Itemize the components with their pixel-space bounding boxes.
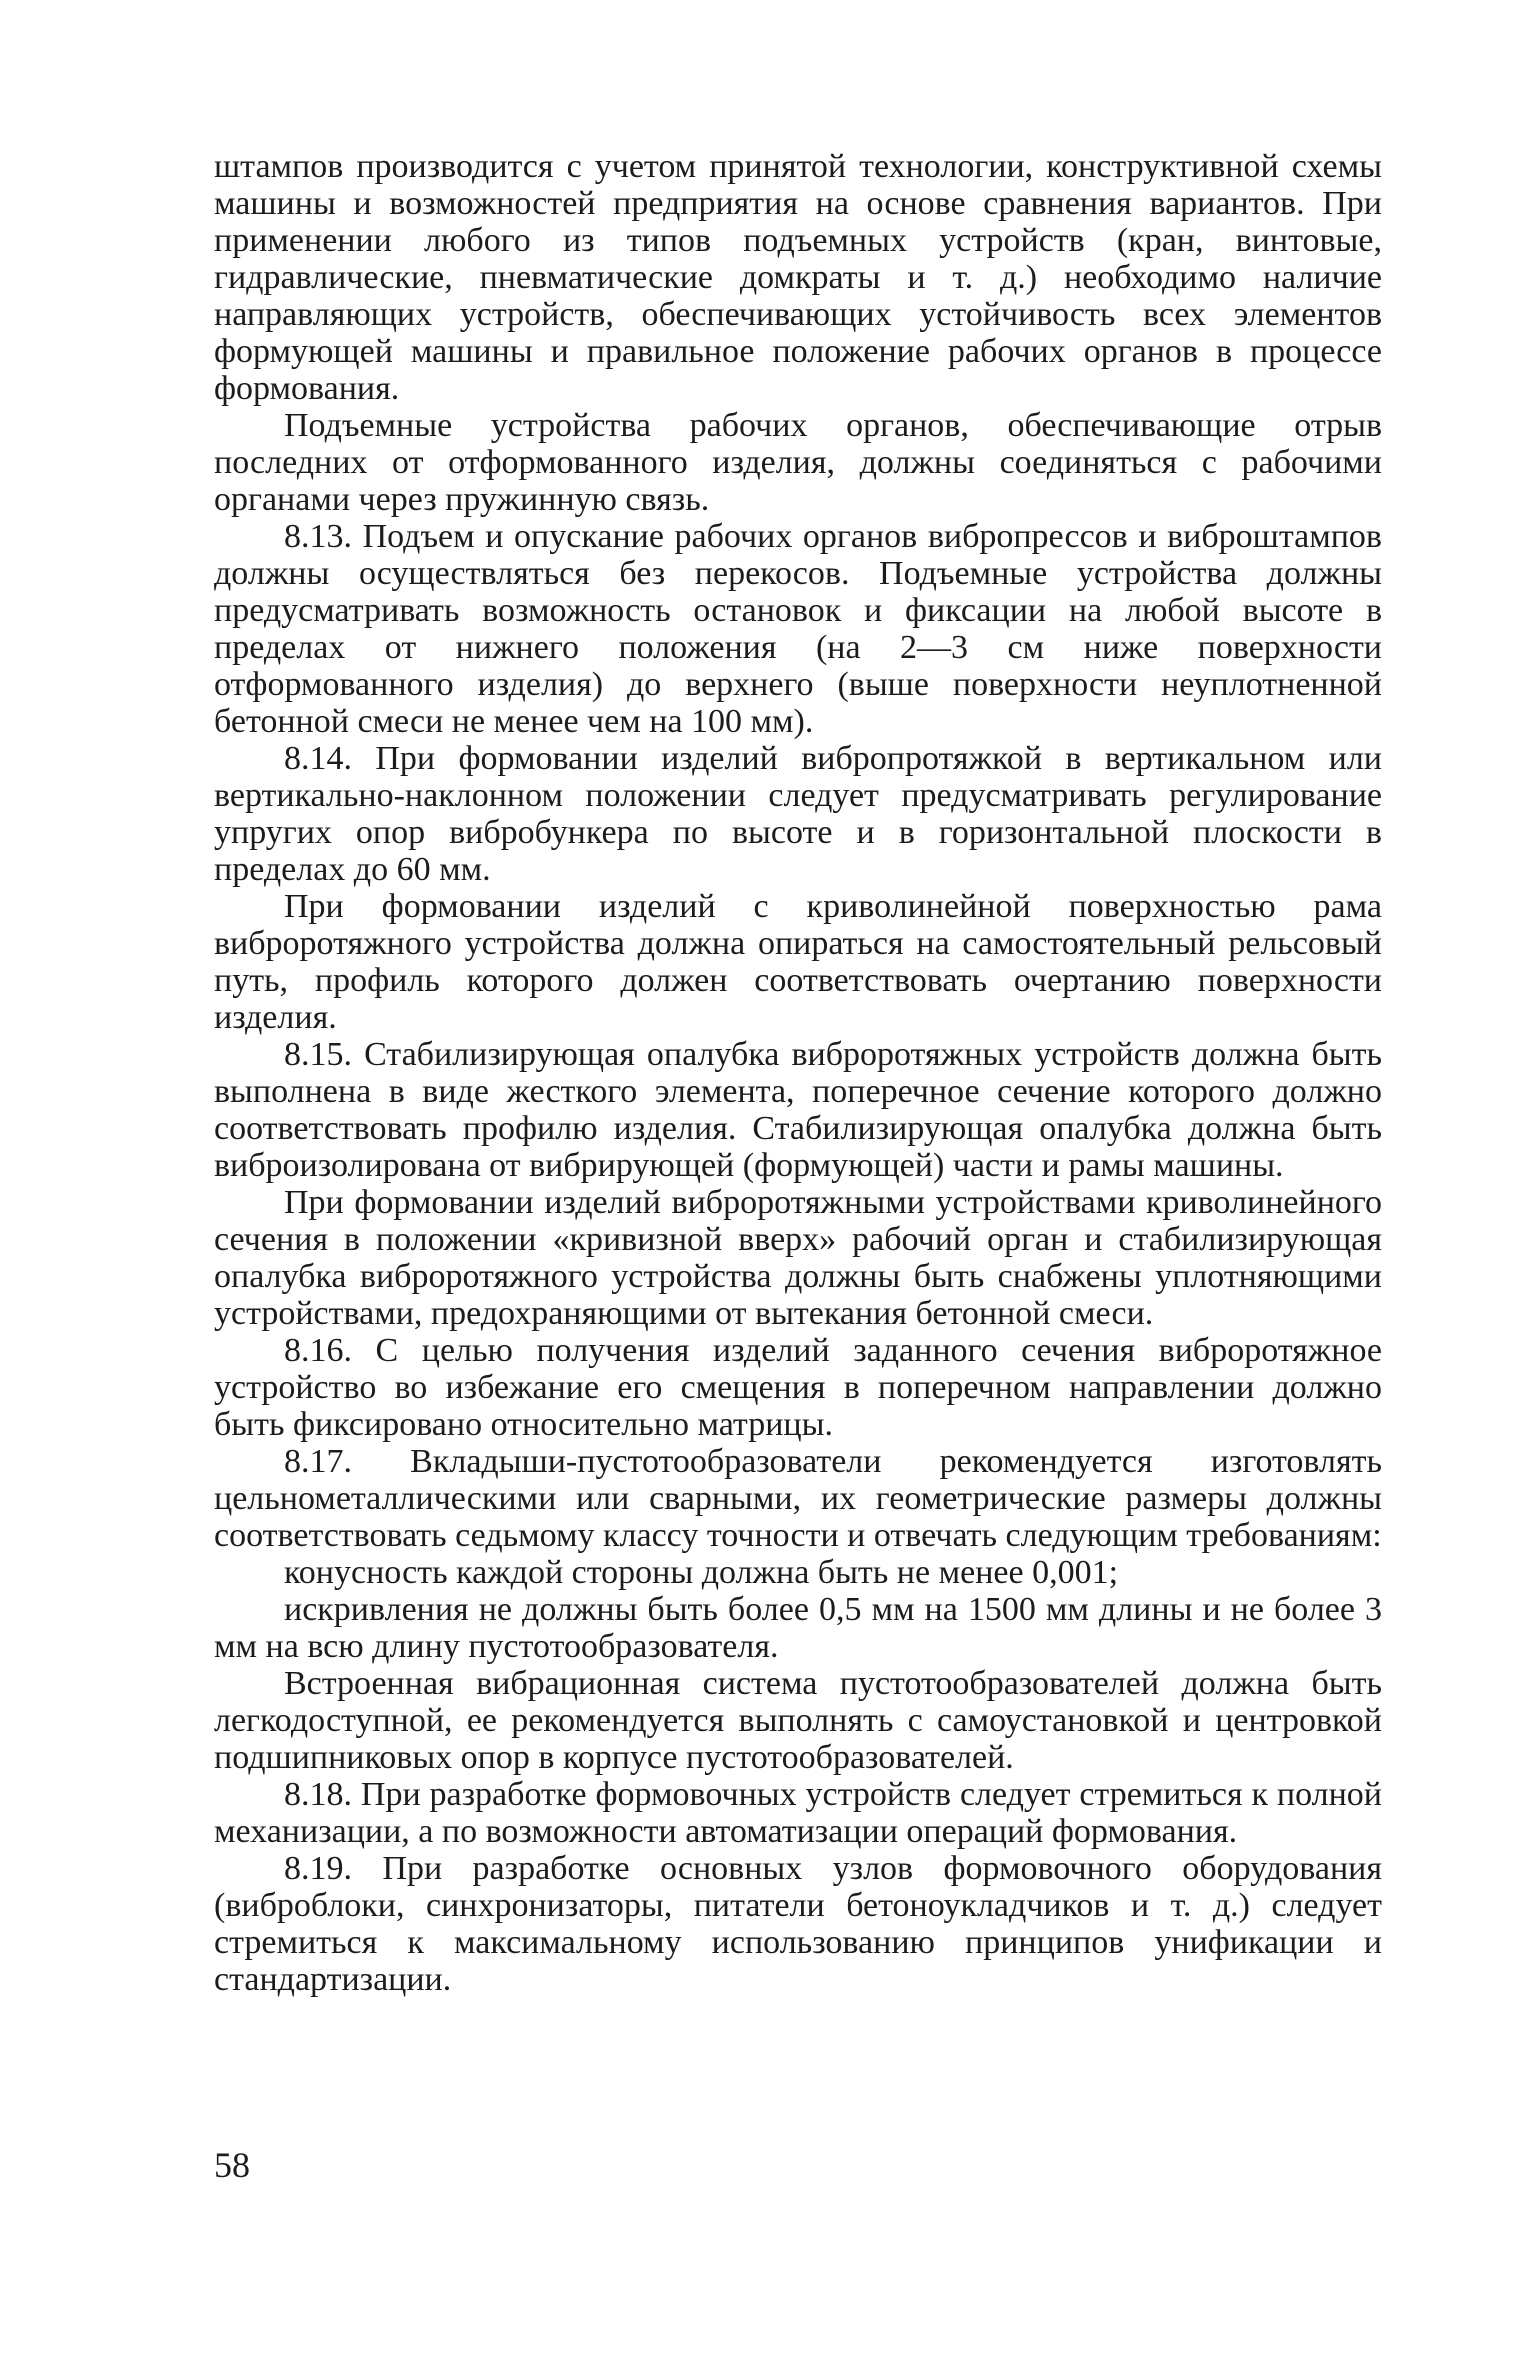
page-body [214, 148, 1382, 1998]
paragraph-8-14: 8.14. При формовании изделий вибропротяжкой в вертикальном или вертикально-наклонном положении следует предусматривать регулирование упругих опор вибробункера по высоте и в горизонтальной плоскости в пределах до 60 мм. [214, 740, 1382, 888]
paragraph-10: конусность каждой стороны должна быть не менее 0,001; [284, 1554, 1119, 1591]
paragraph-8-17: 8.17. Вкладыши-пустотообразователи рекомендуется изготовлять цельнометаллическими или сварными, их геометрические размеры должны соответствовать седьмому классу точности и отвечать следующим требованиям: [214, 1443, 1382, 1554]
paragraph-2: Подъемные устройства рабочих органов, обеспечивающие отрыв последних от отформованного изделия, должны соединяться с рабочими органами через пружинную связь. [214, 407, 1382, 518]
paragraph-12: Встроенная вибрационная система пустотообразователей должна быть легкодоступной, ее рекомендуется выполнять с самоустановкой и центровкой подшипниковых опор в корпусе пустотообразователей. [214, 1665, 1382, 1776]
paragraph-1: штампов производится с учетом принятой технологии, конструктивной схемы машины и возможностей предприятия на основе сравнения вариантов. При применении любого из типов подъемных устройств (кран, винтовые, гидравлические, пневматические домкраты и т. д.) необходимо наличие направляющих устройств, обеспечивающих устойчивость всех элементов формующей машины и правильное положение рабочих органов в процессе формования. [214, 148, 1382, 407]
paragraph-7: При формовании изделий виброротяжными устройствами криволинейного сечения в положении «кривизной вверх» рабочий орган и стабилизирующая опалубка виброротяжного устройства должны быть снабжены уплотняющими устройствами, предохраняющими от вытекания бетонной смеси. [214, 1184, 1382, 1332]
paragraph-8-18: 8.18. При разработке формовочных устройств следует стремиться к полной механизации, а по возможности автоматизации операций формования. [214, 1776, 1382, 1850]
page-number: 58 [214, 2145, 250, 2185]
paragraph-11: искривления не должны быть более 0,5 мм на 1500 мм длины и не более 3 мм на всю длину пустотообразователя. [214, 1591, 1382, 1665]
paragraph-5: При формовании изделий с криволинейной поверхностью рама виброротяжного устройства должна опираться на самостоятельный рельсовый путь, профиль которого должен соответствовать очертанию поверхности изделия. [214, 888, 1382, 1036]
paragraph-8-15: 8.15. Стабилизирующая опалубка виброротяжных устройств должна быть выполнена в виде жесткого элемента, поперечное сечение которого должно соответствовать профилю изделия. Стабилизирующая опалубка должна быть виброизолирована от вибрирующей (формующей) части и рамы машины. [214, 1036, 1382, 1184]
paragraph-8-13: 8.13. Подъем и опускание рабочих органов вибропрессов и виброштампов должны осуществляться без перекосов. Подъемные устройства должны предусматривать возможность остановок и фиксации на любой высоте в пределах от нижнего положения (на 2—3 см ниже поверхности отформованного изделия) до верхнего (выше поверхности неуплотненной бетонной смеси не менее чем на 100 мм). [214, 518, 1382, 740]
paragraph-8-19: 8.19. При разработке основных узлов формовочного оборудования (виброблоки, синхронизаторы, питатели бетоноукладчиков и т. д.) следует стремиться к максимальному использованию принципов унификации и стандартизации. [214, 1850, 1382, 1998]
paragraph-8-16: 8.16. С целью получения изделий заданного сечения виброротяжное устройство во избежание его смещения в поперечном направлении должно быть фиксировано относительно матрицы. [214, 1332, 1382, 1443]
